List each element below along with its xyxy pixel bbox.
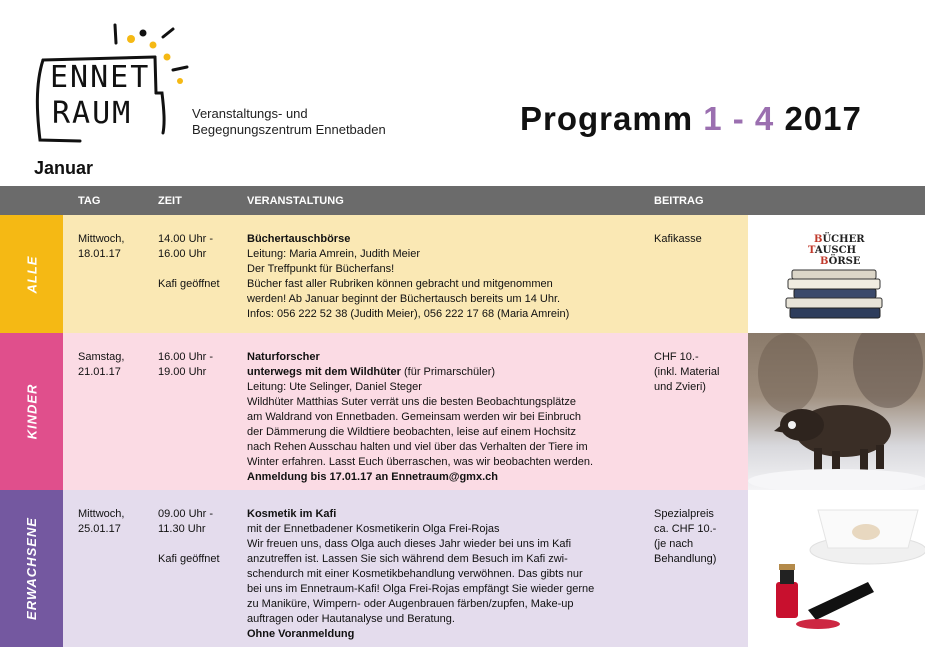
time-line: 09.00 Uhr - (158, 508, 214, 520)
event-date (78, 350, 158, 380)
book-title-line-3: BÖRSE (820, 256, 861, 267)
time-note: Kafi geöffnet (158, 553, 220, 565)
date-line: 25.01.17 (78, 523, 121, 535)
category-band-kinder (0, 333, 63, 490)
event-subtitle-rest: (für Primarschüler) (400, 366, 496, 378)
date-line: 21.01.17 (78, 366, 121, 378)
column-header-veranstaltung: VERANSTALTUNG (247, 195, 344, 207)
registration-note: Anmeldung bis 17.01.17 an Ennetraum@gmx.ch (247, 471, 498, 483)
event-line: auftragen oder Hautanalyse und Beratung. (247, 613, 455, 625)
book-title-initial: B (820, 256, 829, 267)
event-line: werden! Ab Januar beginnt der Büchertausch bereits um 14 Uhr. (247, 293, 561, 305)
fee-line: und Zvieri) (654, 381, 706, 393)
registration-note: Ohne Voranmeldung (247, 628, 355, 640)
event-line: Der Treffpunkt für Bücherfans! (247, 263, 395, 275)
time-line: 19.00 Uhr (158, 366, 207, 378)
subtitle-line-1: Veranstaltungs- und (192, 106, 308, 121)
event-subtitle (247, 365, 647, 380)
event-line: bei uns im Ennetraum-Kafi! Olga Frei-Rojas empfängt Sie wieder gerne (247, 583, 595, 595)
time-line: 11.30 Uhr (158, 523, 206, 535)
event-title: Büchertauschbörse (247, 233, 351, 245)
row-content (63, 490, 748, 647)
event-fee (654, 232, 744, 247)
logo-text-raum: RAUM (52, 96, 133, 131)
wild-boar-image (748, 333, 925, 490)
book-title-line-2: TAUSCH (808, 245, 857, 256)
book-title-initial: T (808, 245, 815, 256)
category-label: ALLE (23, 255, 39, 293)
month-heading: Januar (34, 158, 94, 178)
date-line: 18.01.17 (78, 248, 121, 260)
event-line: Leitung: Ute Selinger, Daniel Steger (247, 381, 422, 393)
category-label: KINDER (24, 383, 39, 440)
event-line: Wildhüter Matthias Suter verrät uns die besten Beobachtungsplätze (247, 396, 576, 408)
book-stack-icon (748, 215, 925, 333)
event-title: Naturforscher (247, 351, 320, 363)
date-line: Mittwoch, (78, 508, 125, 520)
event-line: Wir freuen uns, dass Olga auch dieses Jahr wieder bei uns im Kafi (247, 538, 572, 550)
column-header-zeit: ZEIT (158, 195, 182, 207)
column-header-tag: TAG (78, 195, 101, 207)
book-title-line-1: BÜCHER (814, 234, 865, 245)
event-date (78, 232, 158, 262)
logo-text-ennet: ENNET (50, 60, 151, 95)
time-line: 14.00 Uhr - (158, 233, 214, 245)
column-header-beitrag: BEITRAG (654, 195, 704, 207)
event-line: anzutreffen ist. Lassen Sie sich während dem Besuch im Kafi zwi- (247, 553, 568, 565)
program-word: Programm (520, 100, 694, 137)
program-title (520, 100, 862, 138)
time-line: 16.00 Uhr (158, 248, 207, 260)
event-line: nach Rehen Ausschau halten und viel über das Verhalten der Tiere im (247, 441, 588, 453)
row-content (63, 333, 748, 490)
book-title-initial: B (814, 234, 823, 245)
fee-line: (je nach (654, 538, 694, 550)
page-header (0, 0, 925, 150)
event-line: zu Maniküre, Wimpern- oder Augenbrauen färben/zupfen, Make-up (247, 598, 574, 610)
event-line: am Waldrand von Ennetbaden. Gemeinsam werden wir bei Einbruch (247, 411, 582, 423)
event-time (158, 507, 243, 567)
nail-polish-coffee-icon (748, 490, 925, 647)
wild-boar-icon (748, 333, 925, 490)
event-description (247, 350, 647, 485)
event-description (247, 232, 647, 322)
fee-line: Kafikasse (654, 233, 702, 245)
fee-line: CHF 10.- (654, 351, 699, 363)
book-exchange-image (748, 215, 925, 333)
event-line: mit der Ennetbadener Kosmetikerin Olga Frei-Rojas (247, 523, 500, 535)
event-line: Infos: 056 222 52 38 (Judith Meier), 056 222 17 68 (Maria Amrein) (247, 308, 570, 320)
fee-line: ca. CHF 10.- (654, 523, 717, 535)
event-description (247, 507, 647, 642)
fee-line: (inkl. Material (654, 366, 720, 378)
fee-line: Behandlung) (654, 553, 717, 565)
event-title: Kosmetik im Kafi (247, 508, 337, 520)
subtitle-line-2: Begegnungszentrum Ennetbaden (192, 122, 386, 137)
event-subtitle-bold: unterwegs mit dem Wildhüter (247, 366, 401, 378)
row-content (63, 215, 748, 333)
event-fee (654, 507, 744, 567)
category-label: ERWACHSENE (24, 517, 40, 620)
event-line: Leitung: Maria Amrein, Judith Meier (247, 248, 421, 260)
table-row (0, 333, 925, 490)
category-band-alle (0, 215, 63, 333)
event-fee (654, 350, 744, 395)
event-time (158, 350, 243, 380)
time-line: 16.00 Uhr - (158, 351, 214, 363)
program-year: 2017 (784, 100, 862, 137)
category-band-erwachsene (0, 490, 63, 647)
table-header (0, 186, 925, 215)
table-row (0, 490, 925, 647)
table-row (0, 215, 925, 333)
program-range: 1 - 4 (703, 100, 775, 137)
event-date (78, 507, 158, 537)
cosmetics-image (748, 490, 925, 647)
fee-line: Spezialpreis (654, 508, 714, 520)
organization-subtitle (192, 106, 386, 138)
date-line: Mittwoch, (78, 233, 125, 245)
event-time (158, 232, 243, 292)
event-line: der Dämmerung die Wildtiere beobachten, leise auf einem Hochsitz (247, 426, 576, 438)
event-line: Winter erfahren. Lasst Euch überraschen, was wir beobachten werden. (247, 456, 594, 468)
time-note: Kafi geöffnet (158, 278, 220, 290)
event-line: schendurch mit einer Kosmetikbehandlung verwöhnen. Das gibts nur (247, 568, 583, 580)
event-line: Bücher fast aller Rubriken können gebracht und mitgenommen (247, 278, 553, 290)
date-line: Samstag, (78, 351, 125, 363)
